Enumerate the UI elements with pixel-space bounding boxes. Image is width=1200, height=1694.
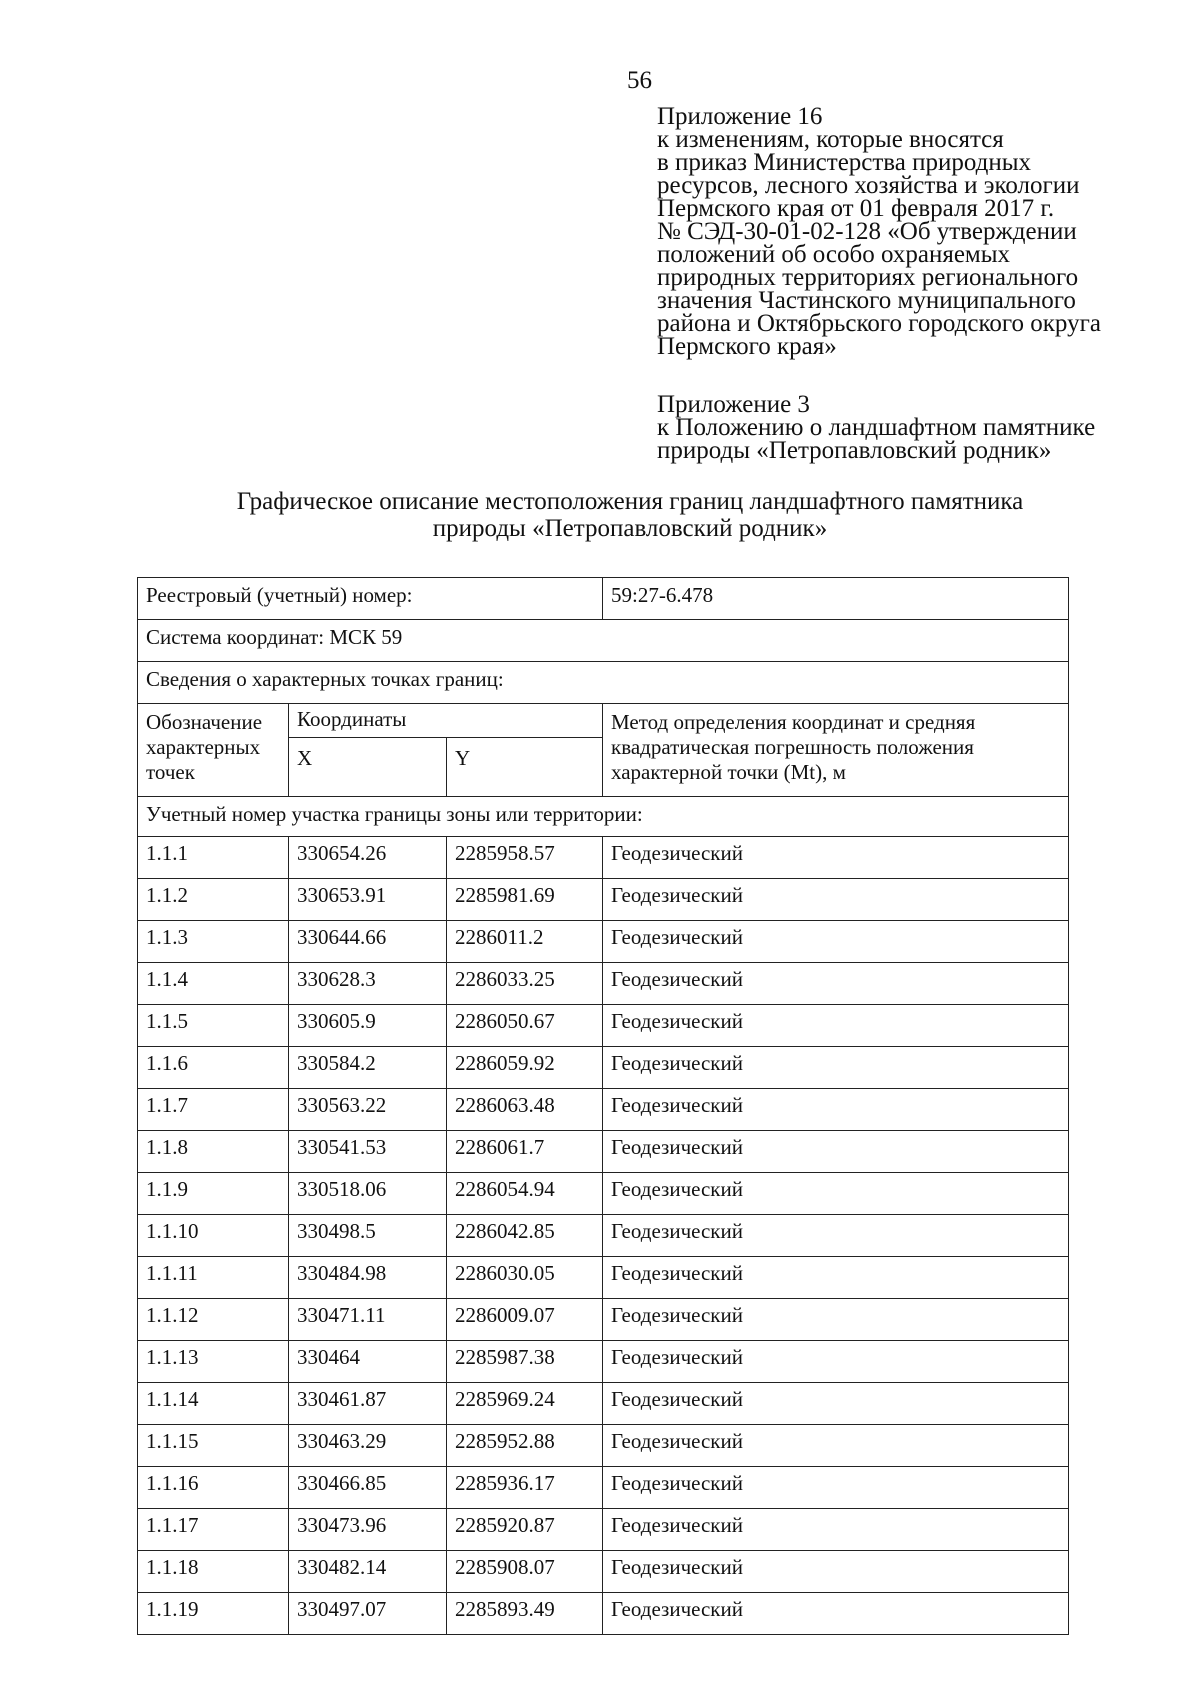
points-info-label: Сведения о характерных точках границ: <box>138 662 1069 704</box>
table-row <box>138 1383 1069 1425</box>
method-cell: Геодезический <box>603 963 1069 1005</box>
point-id-cell: 1.1.2 <box>138 879 289 921</box>
y-coordinate-cell: 2286061.7 <box>447 1131 603 1173</box>
point-id-cell: 1.1.16 <box>138 1467 289 1509</box>
appendix-16-line: в приказ Министерства природных <box>657 149 1032 176</box>
x-coordinate-cell: 330605.9 <box>289 1005 447 1047</box>
document-title <box>130 488 1130 542</box>
point-id-cell: 1.1.6 <box>138 1047 289 1089</box>
method-cell: Геодезический <box>603 1299 1069 1341</box>
registry-value: 59:27-6.478 <box>603 578 1069 620</box>
point-id-cell: 1.1.8 <box>138 1131 289 1173</box>
x-coordinate-cell: 330466.85 <box>289 1467 447 1509</box>
y-coordinate-cell: 2285969.24 <box>447 1383 603 1425</box>
appendix-16-line: ресурсов, лесного хозяйства и экологии <box>657 172 1080 199</box>
x-coordinate-cell: 330654.26 <box>289 837 447 879</box>
appendix-3-line: к Положению о ландшафтном памятнике <box>657 414 1096 441</box>
y-coordinate-cell: 2285958.57 <box>447 837 603 879</box>
y-coordinate-cell: 2285908.07 <box>447 1551 603 1593</box>
point-id-cell: 1.1.4 <box>138 963 289 1005</box>
x-header: X <box>289 738 447 797</box>
y-coordinate-cell: 2286050.67 <box>447 1005 603 1047</box>
y-coordinate-cell: 2286042.85 <box>447 1215 603 1257</box>
x-coordinate-cell: 330498.5 <box>289 1215 447 1257</box>
y-coordinate-cell: 2286009.07 <box>447 1299 603 1341</box>
y-header: Y <box>447 738 603 797</box>
x-coordinate-cell: 330563.22 <box>289 1089 447 1131</box>
appendix-3-line: Приложение 3 <box>657 391 810 418</box>
method-cell: Геодезический <box>603 879 1069 921</box>
method-cell: Геодезический <box>603 1005 1069 1047</box>
table-row <box>138 921 1069 963</box>
x-coordinate-cell: 330541.53 <box>289 1131 447 1173</box>
table-row <box>138 1425 1069 1467</box>
method-cell: Геодезический <box>603 1257 1069 1299</box>
x-coordinate-cell: 330628.3 <box>289 963 447 1005</box>
table-row <box>138 1215 1069 1257</box>
point-id-cell: 1.1.15 <box>138 1425 289 1467</box>
y-coordinate-cell: 2286059.92 <box>447 1047 603 1089</box>
y-coordinate-cell: 2285981.69 <box>447 879 603 921</box>
method-cell: Геодезический <box>603 1131 1069 1173</box>
appendix-16-line: № СЭД-30-01-02-128 «Об утверждении <box>657 218 1077 245</box>
y-coordinate-cell: 2286011.2 <box>447 921 603 963</box>
y-coordinate-cell: 2286033.25 <box>447 963 603 1005</box>
table-row <box>138 837 1069 879</box>
method-cell: Геодезический <box>603 1047 1069 1089</box>
table-row <box>138 1467 1069 1509</box>
x-coordinate-cell: 330482.14 <box>289 1551 447 1593</box>
point-id-cell: 1.1.18 <box>138 1551 289 1593</box>
point-id-cell: 1.1.11 <box>138 1257 289 1299</box>
appendix-16-line: Пермского края от 01 февраля 2017 г. <box>657 195 1055 222</box>
table-row <box>138 879 1069 921</box>
method-cell: Геодезический <box>603 1173 1069 1215</box>
appendix-3-line: природы «Петропавловский родник» <box>657 437 1052 464</box>
table-row <box>138 1089 1069 1131</box>
coordinates-header: Координаты <box>289 704 603 738</box>
designation-header: Обозначение характерных точек <box>138 704 289 797</box>
point-id-cell: 1.1.12 <box>138 1299 289 1341</box>
x-coordinate-cell: 330497.07 <box>289 1593 447 1635</box>
boundary-points-table <box>137 577 1069 1635</box>
method-cell: Геодезический <box>603 1509 1069 1551</box>
y-coordinate-cell: 2286054.94 <box>447 1173 603 1215</box>
appendix-16-line: к изменениям, которые вносятся <box>657 126 1004 153</box>
y-coordinate-cell: 2286030.05 <box>447 1257 603 1299</box>
table-row <box>138 1341 1069 1383</box>
table-row <box>138 963 1069 1005</box>
x-coordinate-cell: 330518.06 <box>289 1173 447 1215</box>
point-id-cell: 1.1.14 <box>138 1383 289 1425</box>
appendix-16-line: природных территориях регионального <box>657 264 1079 291</box>
point-id-cell: 1.1.7 <box>138 1089 289 1131</box>
point-id-cell: 1.1.17 <box>138 1509 289 1551</box>
method-cell: Геодезический <box>603 1383 1069 1425</box>
point-id-cell: 1.1.3 <box>138 921 289 963</box>
appendix-16-block <box>657 105 1197 358</box>
appendix-16-line: Приложение 16 <box>657 103 823 130</box>
page-number: 56 <box>627 67 652 94</box>
title-line: Графическое описание местоположения границ ландшафтного памятника <box>236 488 1024 515</box>
y-coordinate-cell: 2285952.88 <box>447 1425 603 1467</box>
appendix-16-line: Пермского края» <box>657 333 837 360</box>
table-row <box>138 1005 1069 1047</box>
table-row <box>138 1593 1069 1635</box>
point-id-cell: 1.1.19 <box>138 1593 289 1635</box>
method-cell: Геодезический <box>603 1551 1069 1593</box>
y-coordinate-cell: 2285920.87 <box>447 1509 603 1551</box>
point-id-cell: 1.1.13 <box>138 1341 289 1383</box>
section-label: Учетный номер участка границы зоны или территории: <box>138 797 1069 837</box>
appendix-3-block <box>657 393 1197 462</box>
y-coordinate-cell: 2286063.48 <box>447 1089 603 1131</box>
x-coordinate-cell: 330644.66 <box>289 921 447 963</box>
method-cell: Геодезический <box>603 1341 1069 1383</box>
y-coordinate-cell: 2285987.38 <box>447 1341 603 1383</box>
table-row <box>138 1551 1069 1593</box>
table-row <box>138 1299 1069 1341</box>
table-row <box>138 1173 1069 1215</box>
method-header: Метод определения координат и средняя квадратическая погрешность положения характерной точки (Mt), м <box>603 704 1069 797</box>
appendix-16-line: положений об особо охраняемых <box>657 241 1011 268</box>
method-cell: Геодезический <box>603 921 1069 963</box>
y-coordinate-cell: 2285936.17 <box>447 1467 603 1509</box>
coordinate-system: Система координат: МСК 59 <box>138 620 1069 662</box>
appendix-16-line: района и Октябрьского городского округа <box>657 310 1101 337</box>
y-coordinate-cell: 2285893.49 <box>447 1593 603 1635</box>
method-cell: Геодезический <box>603 1089 1069 1131</box>
x-coordinate-cell: 330484.98 <box>289 1257 447 1299</box>
table-row <box>138 1047 1069 1089</box>
title-line: природы «Петропавловский родник» <box>432 515 828 542</box>
appendix-16-line: значения Частинского муниципального <box>657 287 1076 314</box>
x-coordinate-cell: 330584.2 <box>289 1047 447 1089</box>
table-row <box>138 1509 1069 1551</box>
x-coordinate-cell: 330471.11 <box>289 1299 447 1341</box>
point-id-cell: 1.1.1 <box>138 837 289 879</box>
method-cell: Геодезический <box>603 837 1069 879</box>
table-row <box>138 1131 1069 1173</box>
method-cell: Геодезический <box>603 1215 1069 1257</box>
x-coordinate-cell: 330473.96 <box>289 1509 447 1551</box>
x-coordinate-cell: 330464 <box>289 1341 447 1383</box>
method-cell: Геодезический <box>603 1425 1069 1467</box>
x-coordinate-cell: 330653.91 <box>289 879 447 921</box>
registry-label: Реестровый (учетный) номер: <box>138 578 603 620</box>
method-cell: Геодезический <box>603 1593 1069 1635</box>
table-row <box>138 1257 1069 1299</box>
x-coordinate-cell: 330461.87 <box>289 1383 447 1425</box>
point-id-cell: 1.1.5 <box>138 1005 289 1047</box>
method-cell: Геодезический <box>603 1467 1069 1509</box>
point-id-cell: 1.1.9 <box>138 1173 289 1215</box>
x-coordinate-cell: 330463.29 <box>289 1425 447 1467</box>
point-id-cell: 1.1.10 <box>138 1215 289 1257</box>
